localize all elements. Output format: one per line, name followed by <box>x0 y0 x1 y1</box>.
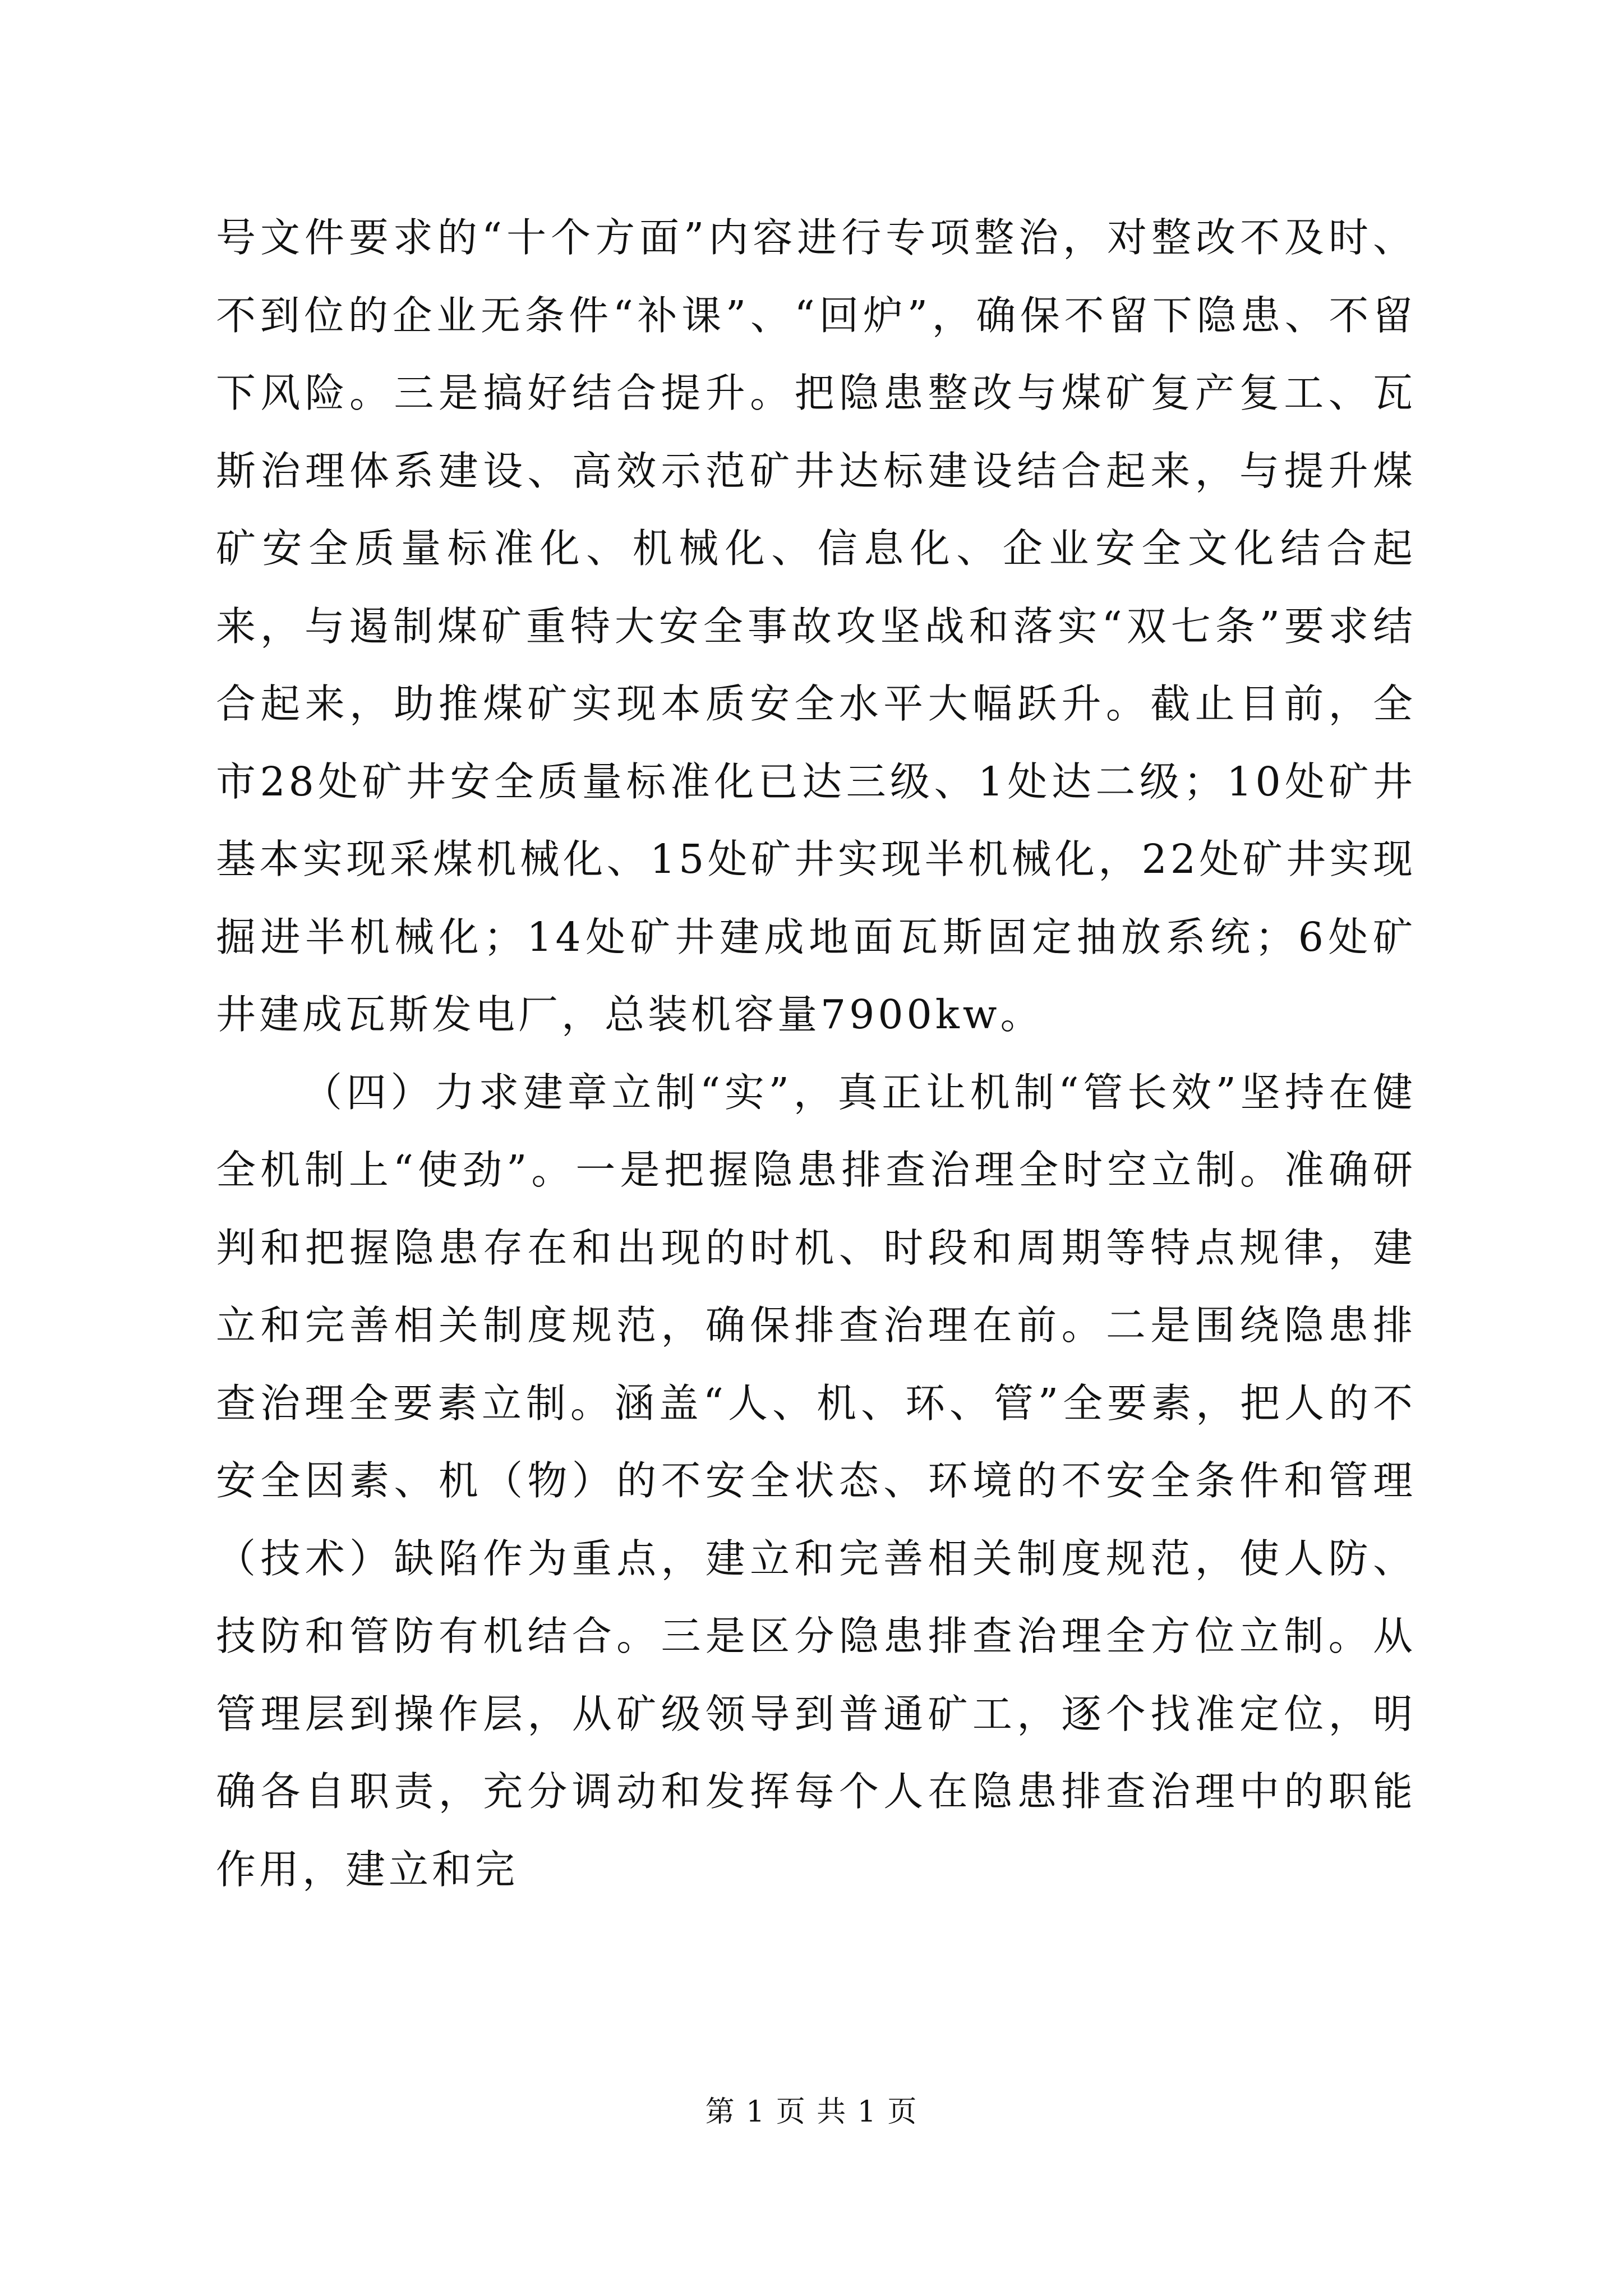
paragraph-section-four: （四）力求建章立制“实”，真正让机制“管长效”坚持在健全机制上“使劲”。一是把握隐患排查治理全时空立制。准确研判和把握隐患存在和出现的时机、时段和周期等特点规律，建立和完善相关制度规范，确保排查治理在前。二是围绕隐患排查治理全要素立制。涵盖“人、机、环、管”全要素，把人的不安全因素、机（物）的不安全状态、环境的不安全条件和管理（技术）缺陷作为重点，建立和完善相关制度规范，使人防、技防和管防有机结合。三是区分隐患排查治理全方位立制。从管理层到操作层，从矿级领导到普通矿工，逐个找准定位，明确各自职责，充分调动和发挥每个人在隐患排查治理中的职能作用，建立和完 <box>216 1069 1416 1893</box>
page-footer: 第 1 页 共 1 页 <box>705 2095 918 2129</box>
paragraph-continuation: 号文件要求的“十个方面”内容进行专项整治，对整改不及时、不到位的企业无条件“补课”、“回炉”，确保不留下隐患、不留下风险。三是搞好结合提升。把隐患整改与煤矿复产复工、瓦斯治理体系建设、高效示范矿井达标建设结合起来，与提升煤矿安全质量标准化、机械化、信息化、企业安全文化结合起来，与遏制煤矿重特大安全事故攻坚战和落实“双七条”要求结合起来，助推煤矿实现本质安全水平大幅跃升。截止目前，全市28处矿井安全质量标准化已达三级、1处达二级；10处矿井基本实现采煤机械化、15处矿井实现半机械化，22处矿井实现掘进半机械化；14处矿井建成地面瓦斯固定抽放系统；6处矿井建成瓦斯发电厂，总装机容量7900kw。 <box>216 214 1416 1038</box>
document-body <box>216 199 1416 1908</box>
